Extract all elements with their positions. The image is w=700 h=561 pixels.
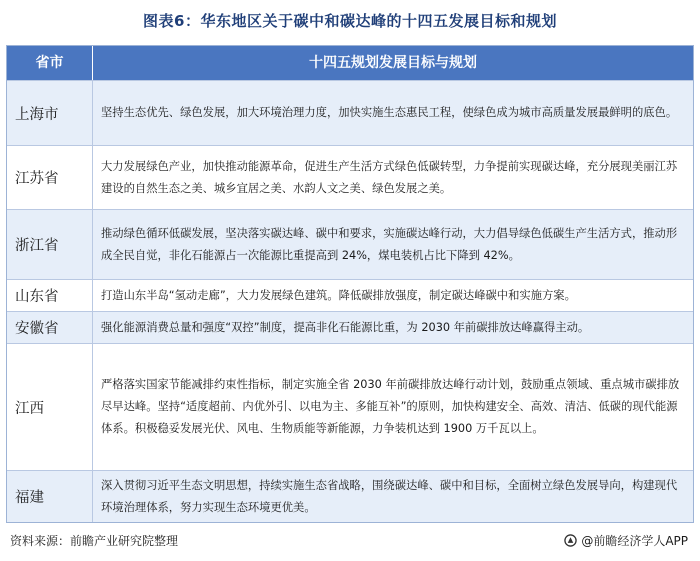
table-header [7,46,693,80]
goals-table [6,45,694,523]
brand-credit [564,532,688,549]
province-cell: 浙江省 [7,210,93,279]
goal-text-cell: 打造山东半岛“氢动走廊”，大力发展绿色建筑。降低碳排放强度，制定碳达峰碳中和实施方案。 [101,288,576,302]
goal-text-cell: 坚持生态优先、绿色发展，加大环境治理力度，加快实施生态惠民工程，使绿色成为城市高质量发展最鲜明的底色。 [101,106,678,119]
table-row [7,145,693,209]
goal-text-cell: 强化能源消费总量和强度“双控”制度，提高非化石能源比重，为 2030 年前碳排放达峰赢得主动。 [101,320,590,334]
header-goals: 十四五规划发展目标与规划 [309,55,477,71]
goal-text-cell: 严格落实国家节能减排约束性指标，制定实施全省 2030 年前碳排放达峰行动计划，鼓励重点领域、重点城市碳排放尽早达峰。坚持“适度超前、内优外引、以电为主、多能互补”的原则，加快构建安全、高效、清洁、低碳的现代能源体系。积极稳妥发展光伏、风电、生物质能等新能源，力争装机达到 1900 万千瓦以上。 [101,378,680,435]
province-cell: 上海市 [7,81,93,145]
province-cell: 安徽省 [7,312,93,343]
table-row [7,80,693,145]
header-province: 省市 [7,46,93,80]
source-note: 资料来源：前瞻产业研究院整理 [10,534,179,548]
table-row [7,470,693,522]
table-row [7,279,693,311]
footer [0,526,700,556]
table-row [7,209,693,279]
goal-text-cell: 深入贯彻习近平生态文明思想，持续实施生态省战略，围绕碳达峰、碳中和目标，全面树立绿色发展导向，构建现代环境治理体系，努力实现生态环境更优美。 [101,478,678,514]
table-row [7,343,693,470]
province-cell: 福建 [7,471,93,522]
province-cell: 江西 [7,344,93,470]
province-cell: 江苏省 [7,146,93,209]
table-row [7,311,693,343]
province-cell: 山东省 [7,280,93,311]
goal-text-cell: 推动绿色循环低碳发展，坚决落实碳达峰、碳中和要求，实施碳达峰行动，大力倡导绿色低碳生产生活方式，推动形成全民自觉，非化石能源占一次能源比重提高到 24%，煤电装机占比下降到 42%。 [101,226,678,262]
goal-text-cell: 大力发展绿色产业，加快推动能源革命，促进生产生活方式绿色低碳转型，力争提前实现碳达峰，充分展现美丽江苏建设的自然生态之美、城乡宜居之美、水韵人文之美、绿色发展之美。 [101,159,678,195]
brand-label: @前瞻经济学人APP [581,534,688,548]
chart-title: 图表6：华东地区关于碳中和碳达峰的十四五发展目标和规划 [143,12,557,30]
brand-logo-icon [564,534,577,547]
